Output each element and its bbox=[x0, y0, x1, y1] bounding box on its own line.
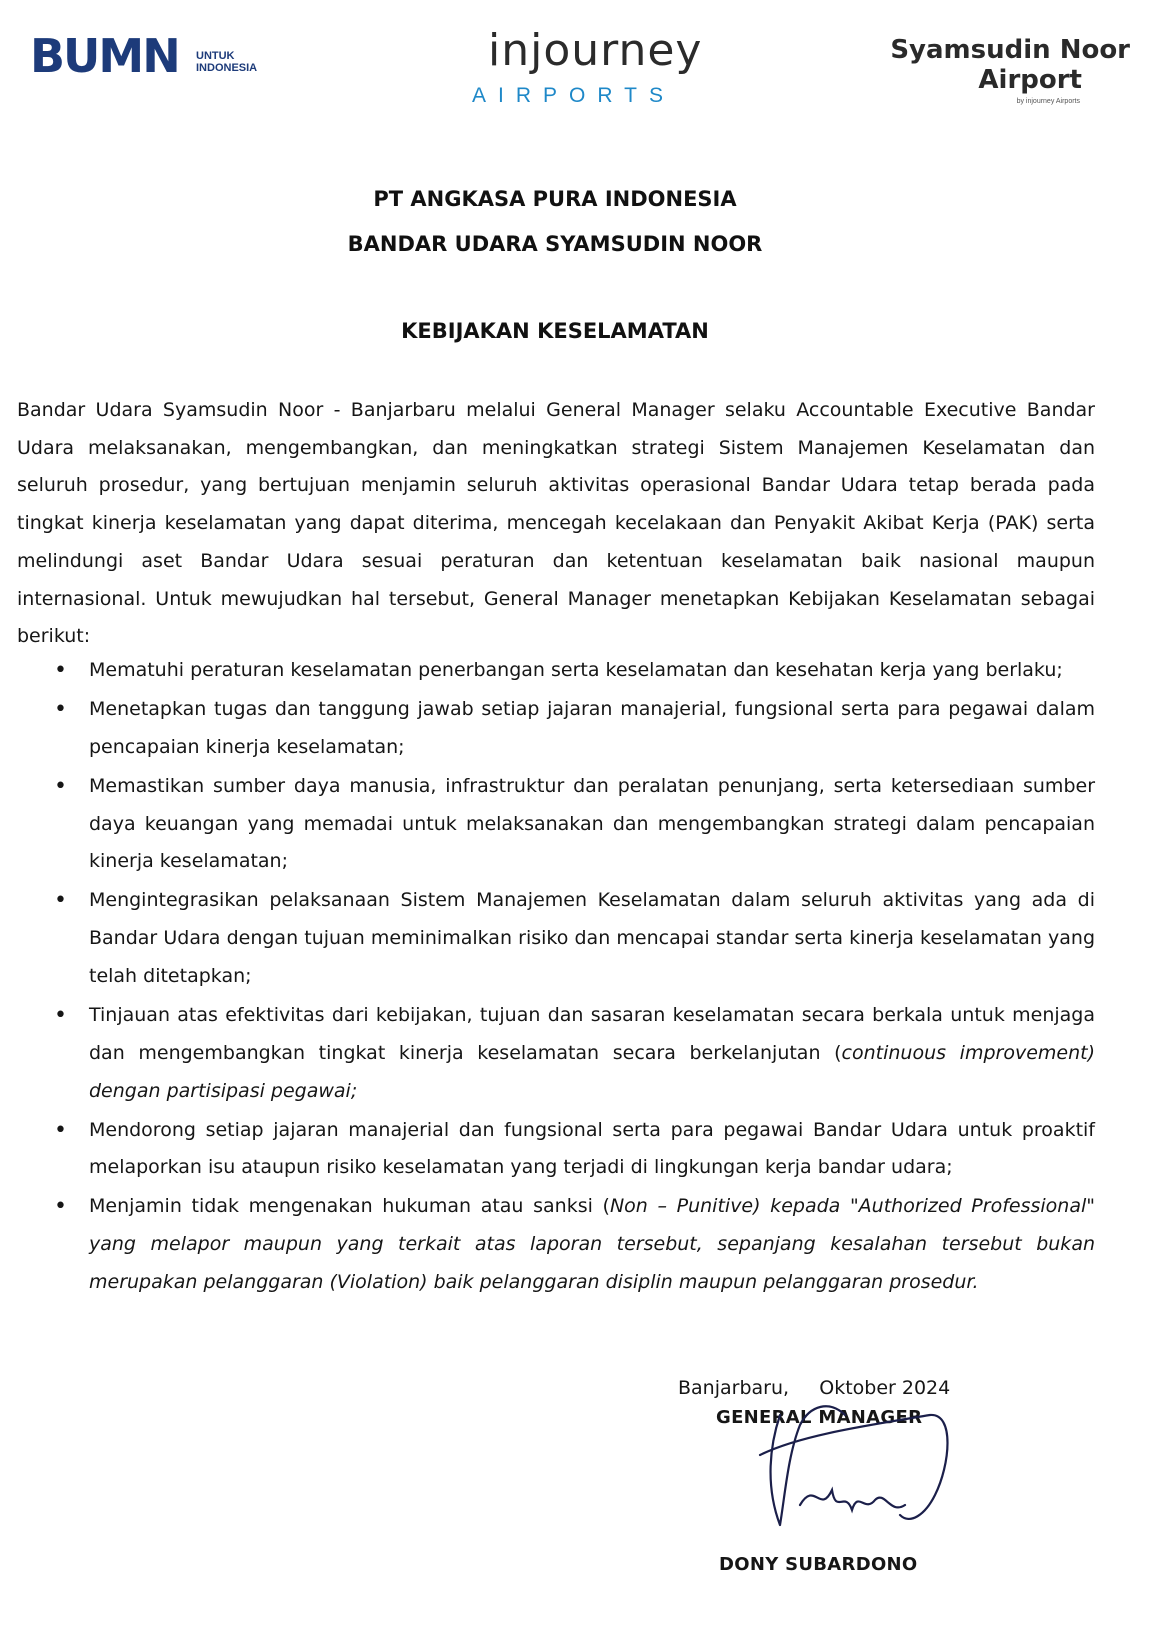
policy-list bbox=[17, 652, 1095, 1302]
policy-title: KEBIJAKAN KESELAMATAN bbox=[401, 319, 709, 343]
list-item: • Tinjauan atas efektivitas dari kebijakan, tujuan dan sasaran keselamatan secara berkala untuk menjaga dan mengembangkan tingkat kinerja keselamatan secara berkelanjutan (continuous improvement) dengan partisipasi pegawai; bbox=[17, 997, 1095, 1110]
airport-logo-line1: Syamsudin Noor bbox=[890, 35, 1130, 65]
list-item: • Mematuhi peraturan keselamatan penerbangan serta keselamatan dan kesehatan kerja yang berlaku; bbox=[17, 652, 1095, 690]
bumn-logo-tagline: UNTUK INDONESIA bbox=[196, 50, 258, 74]
signatory-title: GENERAL MANAGER bbox=[716, 1407, 923, 1428]
company-title: PT ANGKASA PURA INDONESIA bbox=[373, 187, 737, 211]
handwritten-signature bbox=[740, 1385, 960, 1545]
injourney-logo-word: injourney bbox=[488, 25, 703, 76]
list-item: • Menetapkan tugas dan tanggung jawab setiap jajaran manajerial, fungsional serta para pegawai dalam pencapaian kinerja keselamatan; bbox=[17, 691, 1095, 767]
intro-paragraph: Bandar Udara Syamsudin Noor - Banjarbaru melalui General Manager selaku Accountable Executive Bandar Udara melaksanakan, mengembangkan, dan meningkatkan strategi Sistem Manajemen Keselamatan dan seluruh prosedur, yang bertujuan menjamin seluruh aktivitas operasional Bandar Udara tetap berada pada tingkat kinerja keselamatan yang dapat diterima, mencegah kecelakaan dan Penyakit Akibat Kerja (PAK) serta melindungi aset Bandar Udara sesuai peraturan dan ketentuan keselamatan baik nasional maupun internasional. Untuk mewujudkan hal tersebut, General Manager menetapkan Kebijakan Keselamatan sebagai berikut: bbox=[17, 399, 1095, 648]
list-item: • Mengintegrasikan pelaksanaan Sistem Manajemen Keselamatan dalam seluruh aktivitas yang ada di Bandar Udara dengan tujuan meminimalkan risiko dan mencapai standar serta kinerja keselamatan yang telah ditetapkan; bbox=[17, 882, 1095, 995]
airport-title: BANDAR UDARA SYAMSUDIN NOOR bbox=[347, 232, 763, 256]
bumn-logo bbox=[30, 29, 260, 84]
injourney-airports-logo bbox=[470, 24, 740, 114]
list-item: • Memastikan sumber daya manusia, infrastruktur dan peralatan penunjang, serta ketersediaan sumber daya keuangan yang memadai untuk melaksanakan dan mengembangkan strategi dalam pencapaian kinerja keselamatan; bbox=[17, 768, 1095, 881]
bumn-logo-word: BUMN bbox=[30, 29, 179, 83]
list-item: • Menjamin tidak mengenakan hukuman atau sanksi (Non – Punitive) kepada "Authorized Professional" yang melapor maupun yang terkait atas laporan tersebut, sepanjang kesalahan tersebut bukan merupakan pelanggaran (Violation) baik pelanggaran disiplin maupun pelanggaran prosedur. bbox=[17, 1188, 1095, 1301]
injourney-logo-subtitle: AIRPORTS bbox=[472, 84, 675, 107]
syamsudin-noor-airport-logo bbox=[880, 34, 1150, 114]
list-item: • Mendorong setiap jajaran manajerial dan fungsional serta para pegawai Bandar Udara untuk proaktif melaporkan isu ataupun risiko keselamatan yang terjadi di lingkungan kerja bandar udara; bbox=[17, 1112, 1095, 1188]
airport-logo-byline: by injourney Airports bbox=[1016, 98, 1080, 105]
place-date: Banjarbaru, Oktober 2024 bbox=[678, 1377, 951, 1399]
airport-logo-line2: Airport bbox=[978, 65, 1082, 95]
signatory-name: DONY SUBARDONO bbox=[719, 1554, 918, 1575]
